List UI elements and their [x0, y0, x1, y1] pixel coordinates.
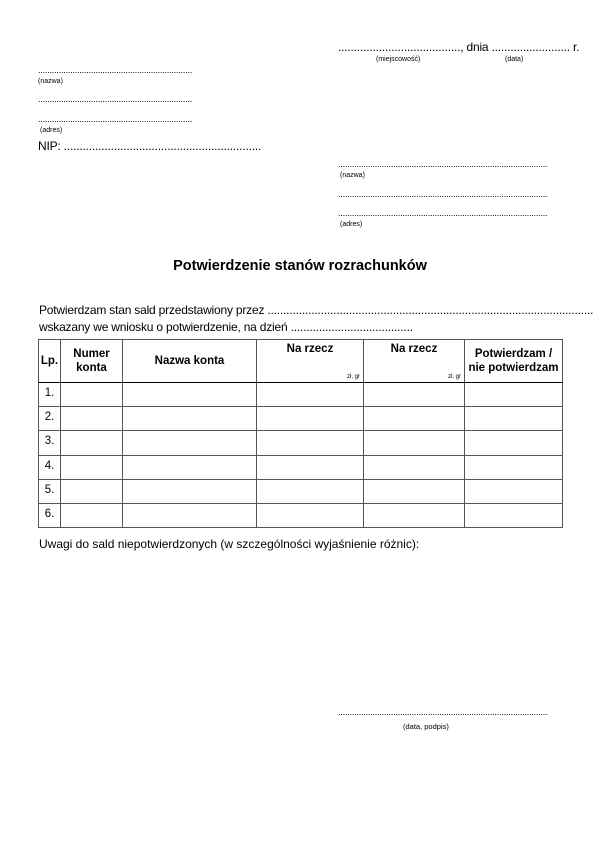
date-label: (data)	[505, 56, 524, 63]
accounts-table	[38, 339, 563, 528]
row-number: 5.	[39, 479, 61, 503]
cell-account-name[interactable]	[123, 479, 257, 503]
recipient-name-label: (nazwa)	[340, 172, 365, 179]
cell-in-favor-2[interactable]	[364, 431, 465, 455]
cell-account-number[interactable]	[61, 479, 123, 503]
cell-in-favor-2[interactable]	[364, 479, 465, 503]
sender-line2-field[interactable]: ...................................................................	[38, 94, 193, 104]
remarks-label: Uwagi do sald niepotwierdzonych (w szczególności wyjaśnienie różnic):	[39, 537, 420, 551]
cell-in-favor-1[interactable]	[257, 503, 364, 527]
table-row	[39, 407, 563, 431]
cell-account-number[interactable]	[61, 383, 123, 407]
table-row	[39, 455, 563, 479]
cell-in-favor-1[interactable]	[257, 455, 364, 479]
header-account-number: Numer konta	[61, 340, 123, 383]
place-label: (miejscowość)	[376, 56, 421, 63]
sender-name-field[interactable]: ...................................................................	[38, 65, 193, 75]
header-confirm: Potwierdzam / nie potwierdzam	[465, 340, 563, 383]
cell-in-favor-2[interactable]	[364, 503, 465, 527]
recipient-address-field[interactable]: ...........................................................................................	[338, 208, 548, 218]
sender-name-label: (nazwa)	[38, 78, 63, 85]
cell-account-number[interactable]	[61, 407, 123, 431]
signature-field[interactable]: ...........................................................................................	[338, 707, 548, 717]
table-row	[39, 479, 563, 503]
table-header-row	[39, 340, 563, 383]
row-number: 3.	[39, 431, 61, 455]
place-date-line[interactable]: ......................................., dnia ......................... r.	[338, 40, 580, 54]
header-in-favor-1	[257, 340, 364, 383]
cell-account-number[interactable]	[61, 455, 123, 479]
cell-in-favor-2[interactable]	[364, 383, 465, 407]
table-row	[39, 383, 563, 407]
row-number: 6.	[39, 503, 61, 527]
header-lp: Lp.	[39, 340, 61, 383]
row-number: 4.	[39, 455, 61, 479]
row-number: 2.	[39, 407, 61, 431]
nip-field[interactable]: NIP: ...............................................................	[38, 139, 262, 153]
cell-confirm[interactable]	[465, 503, 563, 527]
cell-in-favor-1[interactable]	[257, 383, 364, 407]
sender-address-field[interactable]: ...................................................................	[38, 114, 193, 124]
header-in-favor-2	[364, 340, 465, 383]
recipient-name-field[interactable]: ...........................................................................................	[338, 159, 548, 169]
statement-line-2[interactable]: wskazany we wniosku o potwierdzenie, na dzień .......................................	[39, 320, 413, 334]
cell-account-name[interactable]	[123, 383, 257, 407]
cell-account-name[interactable]	[123, 503, 257, 527]
cell-in-favor-1[interactable]	[257, 479, 364, 503]
table-row	[39, 431, 563, 455]
header-in-favor-1-unit: zł, gr	[346, 373, 360, 380]
document-title: Potwierdzenie stanów rozrachunków	[173, 258, 427, 274]
cell-confirm[interactable]	[465, 455, 563, 479]
cell-account-name[interactable]	[123, 455, 257, 479]
sender-address-label: (adres)	[40, 127, 63, 134]
cell-in-favor-2[interactable]	[364, 407, 465, 431]
signature-label: (data, podpis)	[403, 722, 449, 731]
cell-in-favor-2[interactable]	[364, 455, 465, 479]
cell-in-favor-1[interactable]	[257, 407, 364, 431]
header-in-favor-1-label: Na rzecz	[286, 343, 334, 355]
cell-confirm[interactable]	[465, 431, 563, 455]
cell-in-favor-1[interactable]	[257, 431, 364, 455]
cell-confirm[interactable]	[465, 479, 563, 503]
cell-confirm[interactable]	[465, 383, 563, 407]
header-in-favor-2-label: Na rzecz	[390, 343, 438, 355]
header-account-name: Nazwa konta	[123, 340, 257, 383]
header-in-favor-2-unit: zł, gr	[447, 373, 461, 380]
row-number: 1.	[39, 383, 61, 407]
table-row	[39, 503, 563, 527]
cell-account-number[interactable]	[61, 503, 123, 527]
statement-line-1[interactable]: Potwierdzam stan sald przedstawiony przez ........................................................................................................	[39, 303, 594, 317]
cell-account-name[interactable]	[123, 407, 257, 431]
cell-confirm[interactable]	[465, 407, 563, 431]
cell-account-name[interactable]	[123, 431, 257, 455]
recipient-line2-field[interactable]: ...........................................................................................	[338, 189, 548, 199]
cell-account-number[interactable]	[61, 431, 123, 455]
recipient-address-label: (adres)	[340, 221, 363, 228]
